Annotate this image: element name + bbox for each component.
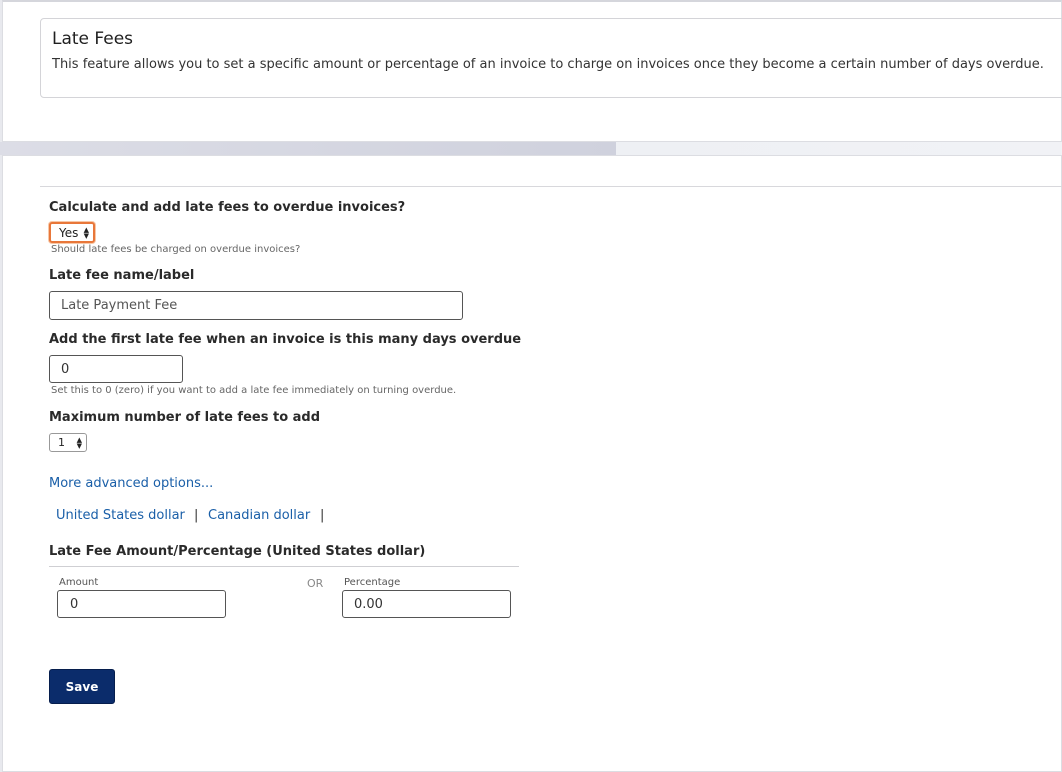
fee-amount-section-label: Late Fee Amount/Percentage (United States dollar) bbox=[49, 544, 426, 559]
currency-separator: | bbox=[320, 508, 325, 523]
late-fees-info-box bbox=[40, 18, 1062, 98]
form-divider bbox=[40, 186, 1062, 187]
currency-separator: | bbox=[194, 508, 199, 523]
page-title: Late Fees bbox=[52, 29, 134, 49]
first-fee-days-input[interactable] bbox=[49, 355, 183, 383]
save-button[interactable]: Save bbox=[49, 669, 115, 704]
fee-name-placeholder: Late Payment Fee bbox=[61, 298, 178, 313]
max-fees-label: Maximum number of late fees to add bbox=[49, 410, 321, 425]
select-arrows-icon: ▲ ▼ bbox=[76, 435, 82, 450]
percentage-value: 0.00 bbox=[354, 596, 383, 612]
percentage-input[interactable] bbox=[342, 590, 511, 618]
enable-late-fees-value: Yes bbox=[59, 225, 79, 240]
amount-value: 0 bbox=[70, 596, 79, 612]
amount-label: Amount bbox=[59, 577, 99, 588]
amount-input[interactable] bbox=[57, 590, 226, 618]
page-description: This feature allows you to set a specific amount or percentage of an invoice to charge on invoices once they become a certain number of days overdue. bbox=[52, 57, 1044, 72]
max-fees-select[interactable] bbox=[49, 433, 87, 452]
enable-late-fees-label: Calculate and add late fees to overdue invoices? bbox=[49, 200, 406, 215]
first-fee-days-hint: Set this to 0 (zero) if you want to add a late fee immediately on turning overdue. bbox=[51, 385, 457, 396]
fee-name-label: Late fee name/label bbox=[49, 268, 195, 283]
fee-amount-divider bbox=[49, 566, 519, 567]
or-label: OR bbox=[307, 577, 324, 590]
panel-separator bbox=[0, 142, 1062, 155]
select-arrows-icon: ▲ ▼ bbox=[83, 225, 89, 240]
advanced-options-link[interactable]: More advanced options... bbox=[49, 476, 214, 491]
first-fee-days-value: 0 bbox=[61, 361, 70, 377]
enable-late-fees-hint: Should late fees be charged on overdue invoices? bbox=[51, 244, 301, 255]
percentage-label: Percentage bbox=[344, 577, 401, 588]
first-fee-days-label: Add the first late fee when an invoice is this many days overdue bbox=[49, 332, 522, 347]
max-fees-value: 1 bbox=[58, 436, 65, 449]
currency-tab-usd[interactable]: United States dollar bbox=[56, 508, 185, 523]
fee-name-input[interactable] bbox=[49, 291, 463, 320]
enable-late-fees-select[interactable] bbox=[49, 222, 95, 243]
currency-tab-cad[interactable]: Canadian dollar bbox=[208, 508, 311, 523]
